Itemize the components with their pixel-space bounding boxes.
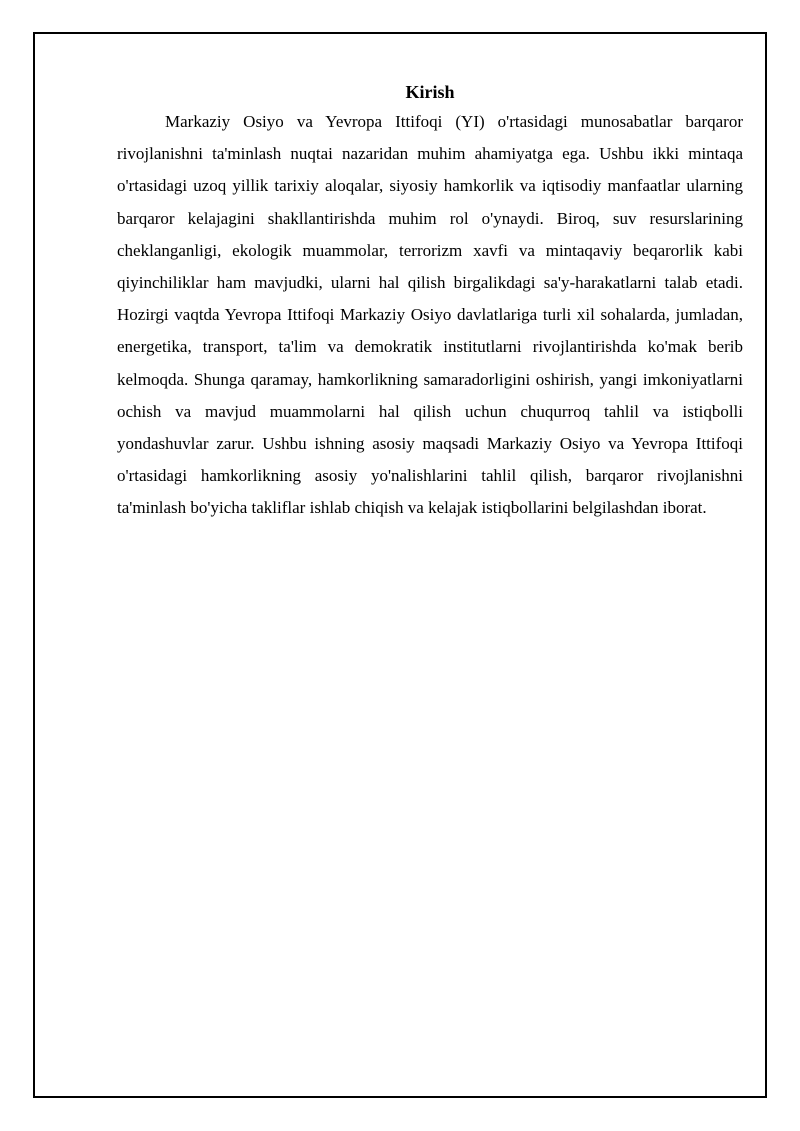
document-content	[117, 80, 743, 525]
page-border	[33, 32, 767, 1098]
intro-paragraph: Markaziy Osiyo va Yevropa Ittifoqi (YI) o'rtasidagi munosabatlar barqaror rivojlanishni ta'minlash nuqtai nazaridan muhim ahamiyatga ega. Ushbu ikki mintaqa o'rtasidagi uzoq yillik tarixiy aloqalar, siyosiy hamkorlik va iqtisodiy manfaatlar ularning barqaror kelajagini shakllantirishda muhim rol o'ynaydi. Biroq, suv resurslarining cheklanganligi, ekologik muammolar, terrorizm xavfi va mintaqaviy beqarorlik kabi qiyinchiliklar ham mavjudki, ularni hal qilish birgalikdagi sa'y-harakatlarni talab etadi. Hozirgi vaqtda Yevropa Ittifoqi Markaziy Osiyo davlatlariga turli xil sohalarda, jumladan, energetika, transport, ta'lim va demokratik institutlarni rivojlantirishda ko'mak berib kelmoqda. Shunga qaramay, hamkorlikning samaradorligini oshirish, yangi imkoniyatlarni ochish va mavjud muammolarni hal qilish uchun chuqurroq tahlil va istiqbolli yondashuvlar zarur. Ushbu ishning asosiy maqsadi Markaziy Osiyo va Yevropa Ittifoqi o'rtasidagi hamkorlikning asosiy yo'nalishlarini tahlil qilish, barqaror rivojlanishni ta'minlash bo'yicha takliflar ishlab chiqish va kelajak istiqbollarini belgilashdan iborat.	[117, 112, 743, 518]
section-heading: Kirish	[405, 82, 455, 102]
